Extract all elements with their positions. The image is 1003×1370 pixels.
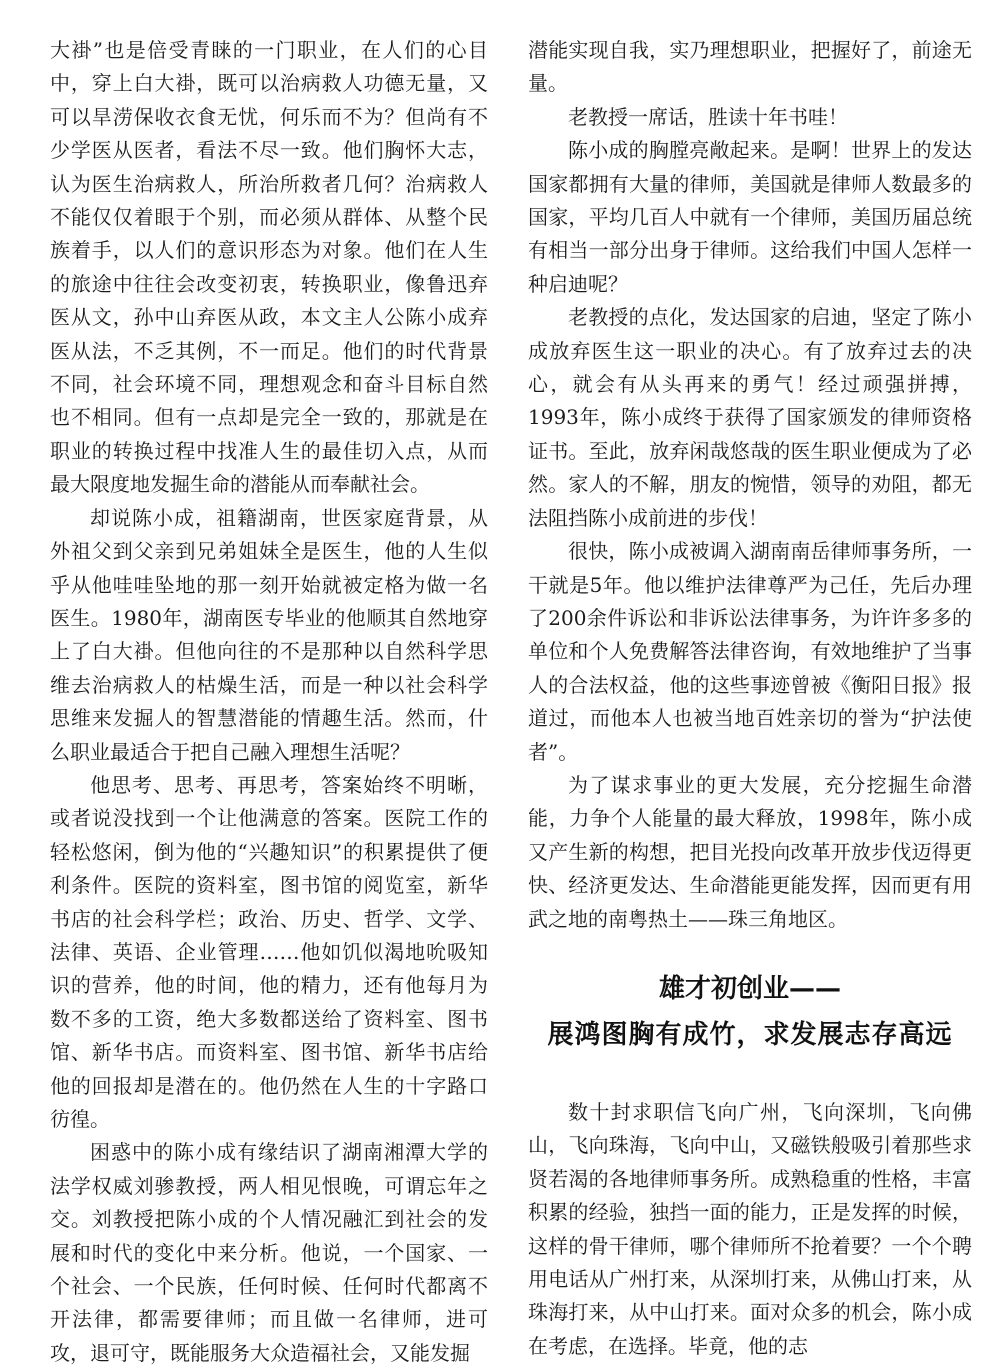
paragraph: 大褂”也是倍受青睐的一门职业，在人们的心目中，穿上白大褂，既可以治病救人功德无量，又可以旱涝保收衣食无忧，何乐而不为？但尚有不少学医从医者，看法不尽一致。他们胸怀大志，认为医生治病救人，所治所救者几何？治病救人不能仅仅着眼于个别，而必须从群体、从整个民族着手，以人们的意识形态为对象。他们在人生的旅途中往往会改变初衷，转换职业，像鲁迅弃医从文，孙中山弃医从政，本文主人公陈小成弃医从法，不乏其例，不一而足。他们的时代背景不同，社会环境不同，理想观念和奋斗目标自然也不相同。但有一点却是完全一致的，那就是在职业的转换过程中找准人生的最佳切入点，从而最大限度地发掘生命的潜能从而奉献社会。 (50, 38, 488, 497)
paragraph: 却说陈小成，祖籍湖南，世医家庭背景，从外祖父到父亲到兄弟姐妹全是医生，他的人生似乎从他哇哇坠地的那一刻开始就被定格为做一名医生。1980年，湖南医专毕业的他顺其自然地穿上了白大褂。但他向往的不是那种以自然科学思维去治病救人的枯燥生活，而是一种以社会科学思维来发掘人的智慧潜能的情趣生活。然而，什么职业最适合于把自己融入理想生活呢？ (50, 505, 488, 764)
paragraph: 他思考、思考、再思考，答案始终不明晰，或者说没找到一个让他满意的答案。医院工作的轻松悠闲，倒为他的“兴趣知识”的积累提供了便利条件。医院的资料室，图书馆的阅览室，新华书店的社会科学栏；政治、历史、哲学、文学、法律、英语、企业管理……他如饥似渴地吮吸知识的营养，他的时间，他的精力，还有他每月为数不多的工资，绝大多数都送给了资料室、图书馆、新华书店。而资料室、图书馆、新华书店给他的回报却是潜在的。他仍然在人生的十字路口彷徨。 (50, 772, 488, 1131)
paragraph: 很快，陈小成被调入湖南南岳律师事务所，一干就是5年。他以维护法律尊严为己任，先后办理了200余件诉讼和非诉讼法律事务，为许许多多的单位和个人免费解答法律咨询，有效地维护了当事人的合法权益，他的这些事迹曾被《衡阳日报》报道过，而他本人也被当地百姓亲切的誉为“护法使者”。 (528, 539, 972, 764)
paragraph: 陈小成的胸膛亮敞起来。是啊！世界上的发达国家都拥有大量的律师，美国就是律师人数最多的国家，平均几百人中就有一个律师，美国历届总统有相当一部分出身于律师。这给我们中国人怎样一种启迪呢？ (528, 138, 972, 296)
right-column (528, 34, 972, 1363)
paragraph: 数十封求职信飞向广州，飞向深圳，飞向佛山，飞向珠海，飞向中山，又磁铁般吸引着那些求贤若渴的各地律师事务所。成熟稳重的性格，丰富积累的经验，独挡一面的能力，正是发挥的时候，这样的骨干律师，哪个律师所不抢着要？一个个聘用电话从广州打来，从深圳打来，从佛山打来，从珠海打来，从中山打来。面对众多的机会，陈小成在考虑，在选择。毕竟，他的志 (528, 1099, 972, 1358)
section-heading (528, 966, 972, 1058)
paragraph: 老教授一席话，胜读十年书哇！ (568, 104, 848, 129)
paragraph: 困惑中的陈小成有缘结识了湖南湘潭大学的法学权威刘骖教授，两人相见恨晚，可谓忘年之交。刘教授把陈小成的个人情况融汇到社会的发展和时代的变化中来分析。他说，一个国家、一个社会、一个民族，任何时候、任何时代都离不开法律，都需要律师；而且做一名律师，进可攻，退可守，既能服务大众造福社会，又能发掘 (50, 1140, 488, 1365)
section-heading-line2: 展鸿图胸有成竹，求发展志存高远 (547, 1019, 953, 1050)
left-column (50, 34, 488, 1370)
section-heading-line1: 雄才初创业—— (658, 973, 841, 1004)
paragraph: 潜能实现自我，实乃理想职业，把握好了，前途无量。 (528, 38, 972, 96)
paragraph: 老教授的点化，发达国家的启迪，坚定了陈小成放弃医生这一职业的决心。有了放弃过去的决心，就会有从头再来的勇气！经过顽强拼搏，1993年，陈小成终于获得了国家颁发的律师资格证书。至此，放弃闲哉悠哉的医生职业便成为了必然。家人的不解，朋友的惋惜，领导的劝阻，都无法阻挡陈小成前进的步伐！ (528, 305, 972, 530)
paragraph: 为了谋求事业的更大发展，充分挖掘生命潜能，力争个人能量的最大释放，1998年，陈小成又产生新的构想，把目光投向改革开放步伐迈得更快、经济更发达、生命潜能更能发挥，因而更有用武之地的南粤热土——珠三角地区。 (528, 772, 972, 931)
